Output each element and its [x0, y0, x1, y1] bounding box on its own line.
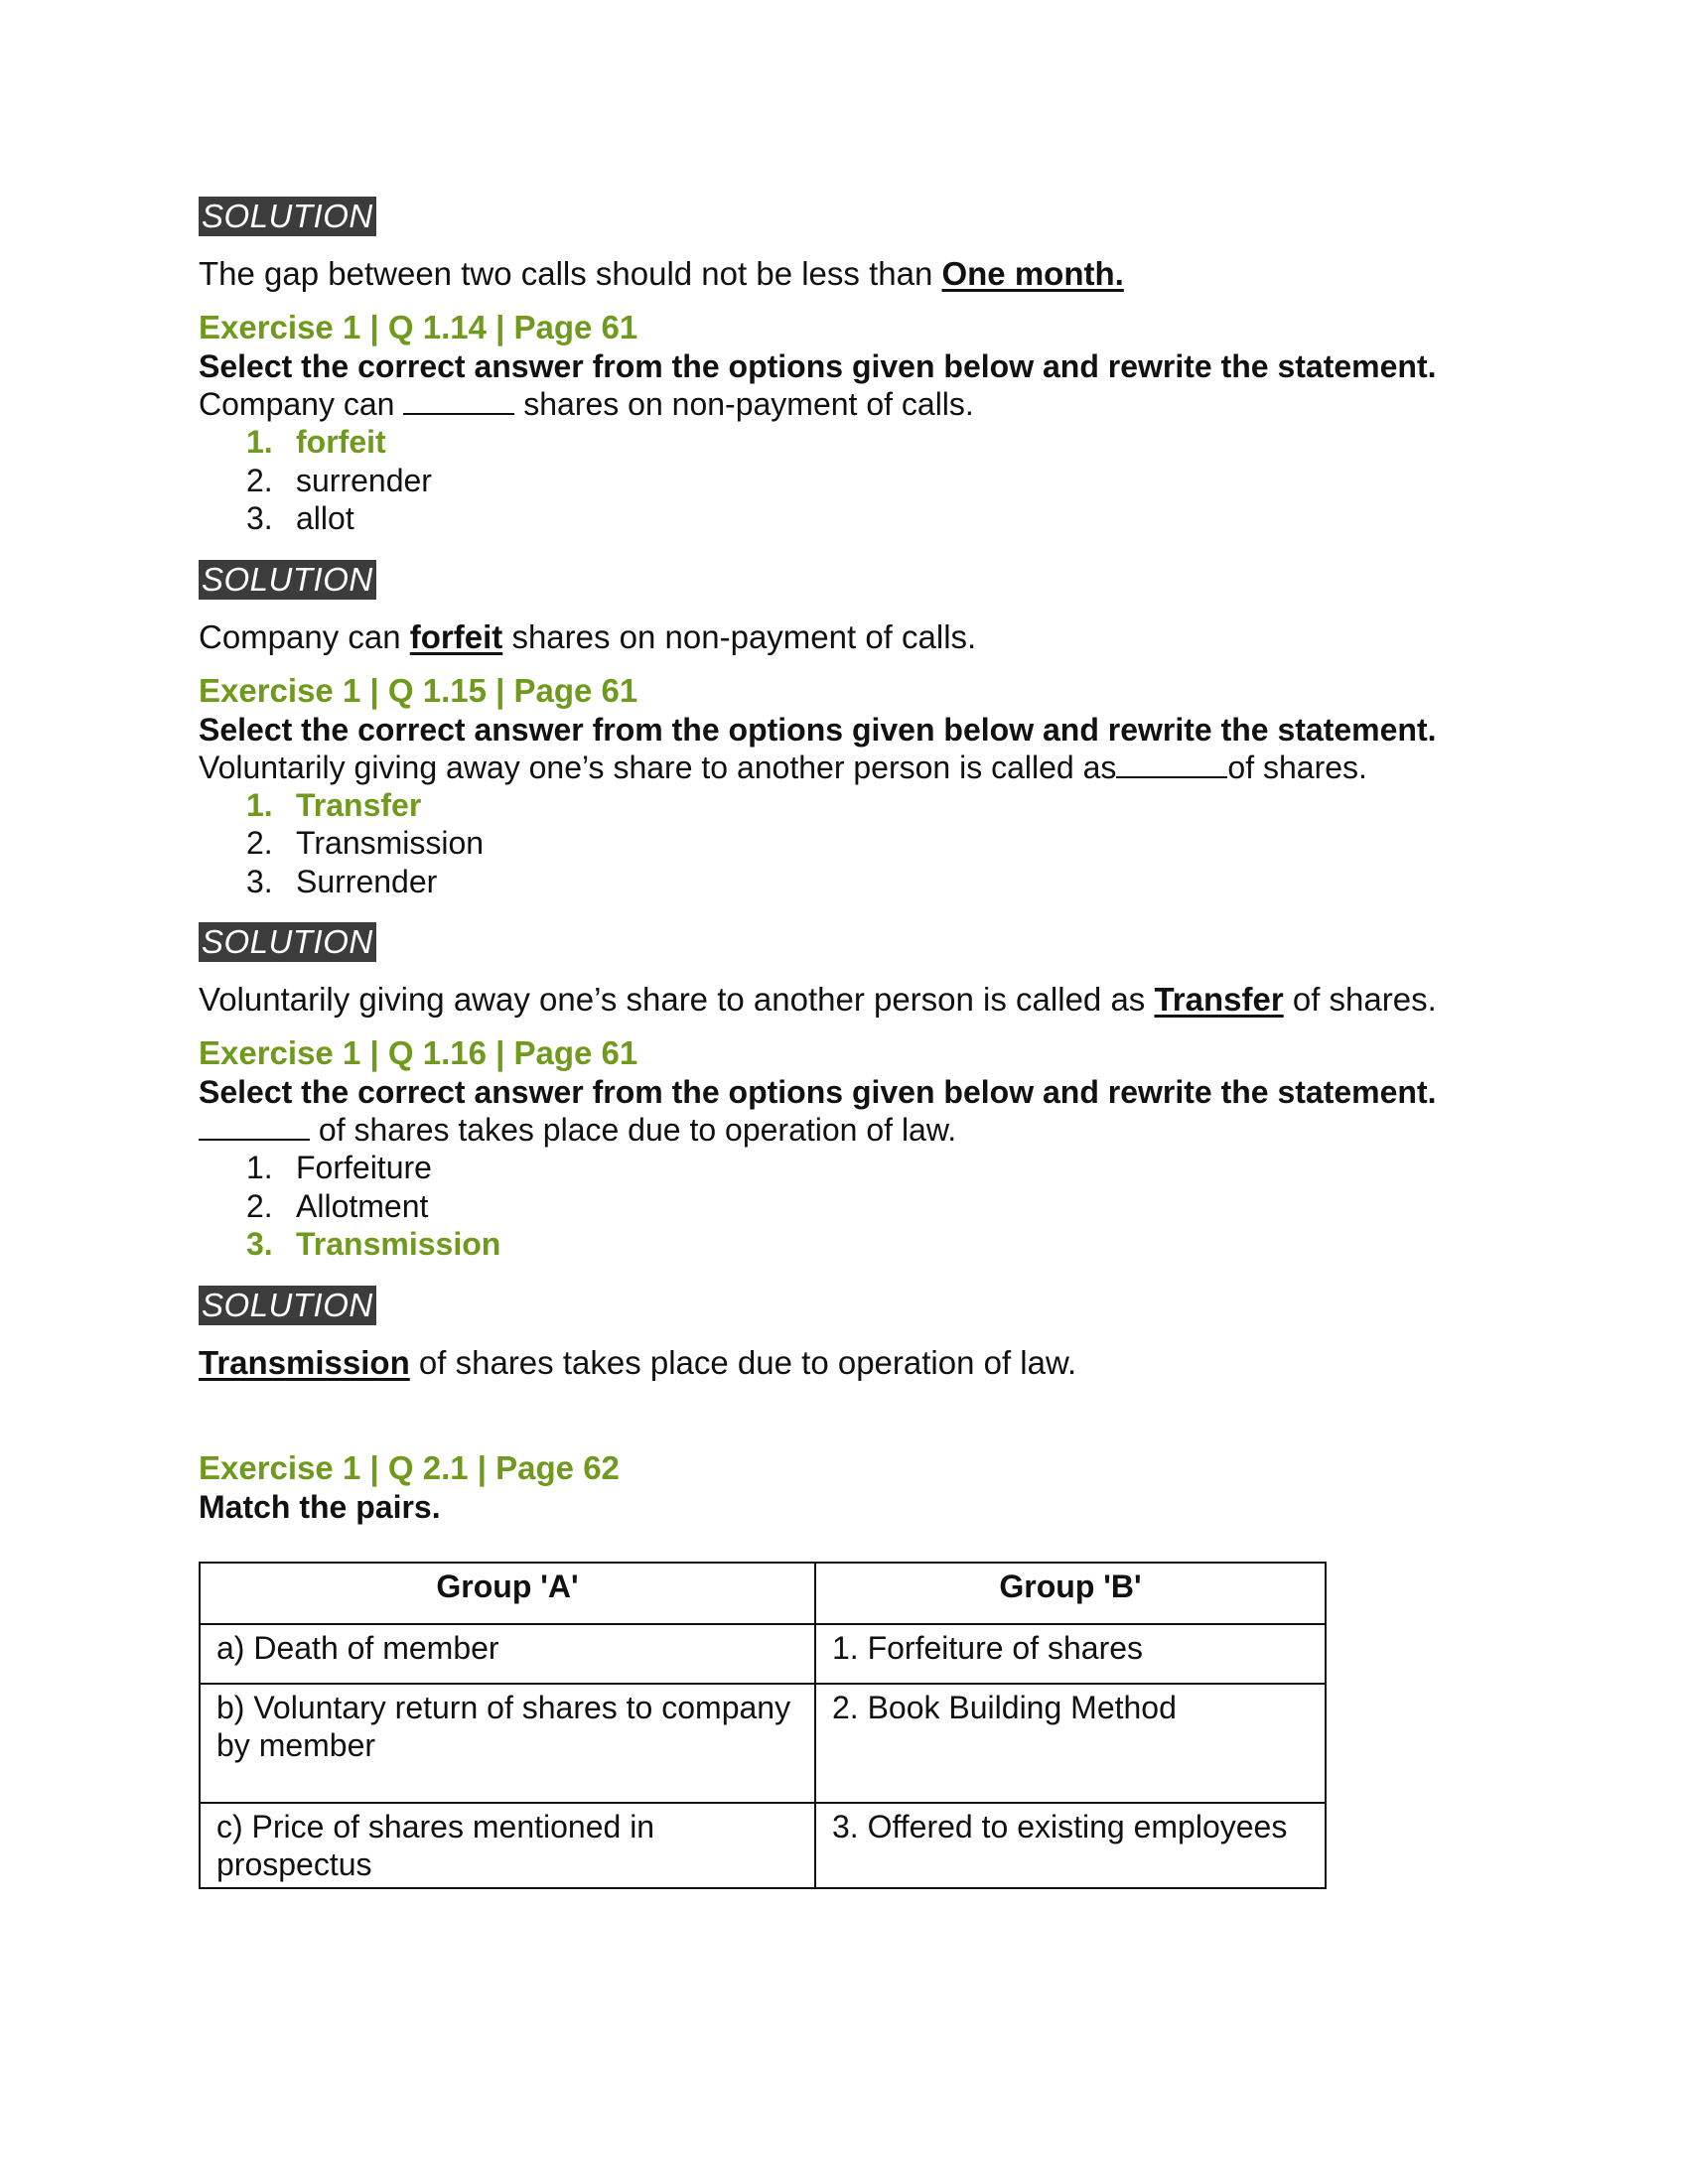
- question-instruction: Select the correct answer from the options given below and rewrite the statement.: [199, 711, 1437, 748]
- table-row: [200, 1684, 1326, 1803]
- table-cell: b) Voluntary return of shares to company by member: [200, 1684, 815, 1803]
- exercise-heading: Exercise 1 | Q 1.14 | Page 61: [199, 309, 638, 345]
- option-number: 2.: [246, 1187, 273, 1224]
- question-1-15: [199, 671, 1489, 1021]
- option-item: [246, 1187, 1489, 1226]
- solution-block: [199, 560, 1489, 657]
- option-number: 2.: [246, 825, 273, 861]
- solution-text-before: Voluntarily giving away one’s share to another person is called as: [199, 981, 1155, 1018]
- option-text: Allotment: [296, 1187, 429, 1224]
- option-number: 1.: [246, 424, 273, 460]
- solution-text: [199, 617, 1489, 657]
- solution-text-before: The gap between two calls should not be less than: [199, 255, 942, 292]
- option-text: allot: [296, 500, 354, 536]
- solution-text-after: shares on non-payment of calls.: [502, 617, 977, 655]
- exercise-heading: Exercise 1 | Q 1.16 | Page 61: [199, 1034, 638, 1071]
- table-cell: 3. Offered to existing employees: [815, 1803, 1326, 1888]
- solution-answer: One month.: [941, 255, 1124, 292]
- option-text: Transfer: [296, 786, 422, 823]
- option-number: 1.: [246, 786, 273, 823]
- solution-answer: Transfer: [1154, 981, 1284, 1018]
- options-list: [199, 786, 1489, 901]
- statement-text-after: of shares.: [1227, 749, 1367, 785]
- table-header-row: [200, 1563, 1326, 1624]
- answer-blank: [199, 1111, 310, 1141]
- column-header-group-a: Group 'A': [200, 1563, 815, 1624]
- solution-text-after: of shares takes place due to operation of law.: [409, 1343, 1077, 1381]
- question-2-1: [199, 1448, 1489, 1889]
- option-number: 2.: [246, 462, 273, 498]
- options-list: [199, 1149, 1489, 1264]
- solution-badge: SOLUTION: [199, 197, 376, 236]
- option-number: 3.: [246, 863, 273, 899]
- question-1-14: [199, 308, 1489, 657]
- solution-text: [199, 1343, 1489, 1383]
- option-text: forfeit: [296, 424, 386, 460]
- answer-blank: [403, 385, 514, 415]
- question-1-16: [199, 1033, 1489, 1383]
- table-cell: c) Price of shares mentioned in prospectus: [200, 1803, 815, 1888]
- solution-badge: SOLUTION: [199, 1286, 376, 1325]
- solution-block: [199, 197, 1489, 294]
- exercise-heading: Exercise 1 | Q 1.15 | Page 61: [199, 671, 638, 709]
- option-number: 3.: [246, 500, 273, 536]
- answer-blank: [1116, 749, 1227, 778]
- column-header-group-b: Group 'B': [815, 1563, 1326, 1624]
- option-text: surrender: [296, 462, 432, 498]
- question-statement: [199, 385, 1489, 423]
- statement-text-before: Company can: [199, 386, 404, 422]
- option-text: Transmission: [296, 825, 485, 861]
- solution-text: [199, 980, 1489, 1020]
- solution-badge: SOLUTION: [199, 922, 376, 962]
- solution-answer: Transmission: [199, 1343, 410, 1381]
- solution-text-after: of shares.: [1283, 981, 1437, 1018]
- option-item: [246, 423, 1489, 462]
- question-instruction: Match the pairs.: [199, 1488, 441, 1525]
- option-item: [246, 1149, 1489, 1187]
- table-cell: a) Death of member: [200, 1624, 815, 1684]
- option-item: [246, 1225, 1489, 1264]
- option-number: 1.: [246, 1150, 273, 1185]
- table-cell: 2. Book Building Method: [815, 1684, 1326, 1803]
- solution-answer: forfeit: [409, 617, 503, 655]
- table-cell: 1. Forfeiture of shares: [815, 1624, 1326, 1684]
- solution-badge: SOLUTION: [199, 560, 376, 600]
- page: [199, 197, 1489, 1889]
- options-list: [199, 423, 1489, 538]
- statement-text-after: shares on non-payment of calls.: [514, 386, 974, 422]
- solution-block: [199, 922, 1489, 1020]
- question-statement: [199, 1111, 1489, 1149]
- option-item: [246, 499, 1489, 538]
- table-row: [200, 1803, 1326, 1888]
- statement-text-after: of shares takes place due to operation of law.: [310, 1112, 957, 1148]
- solution-block: [199, 1286, 1489, 1383]
- option-item: [246, 462, 1489, 500]
- option-item: [246, 786, 1489, 825]
- option-item: [246, 863, 1489, 901]
- question-statement: [199, 749, 1489, 786]
- option-text: Transmission: [296, 1226, 501, 1262]
- exercise-heading: Exercise 1 | Q 2.1 | Page 62: [199, 1448, 620, 1486]
- option-text: Forfeiture: [296, 1150, 432, 1185]
- option-text: Surrender: [296, 863, 438, 899]
- table-row: [200, 1624, 1326, 1684]
- option-number: 3.: [246, 1226, 273, 1262]
- option-item: [246, 824, 1489, 863]
- question-instruction: Select the correct answer from the options given below and rewrite the statement.: [199, 348, 1437, 384]
- match-pairs-table: [199, 1562, 1327, 1889]
- solution-text: [199, 254, 1489, 294]
- statement-text-before: Voluntarily giving away one’s share to another person is called as: [199, 749, 1117, 785]
- solution-text-before: Company can: [199, 617, 410, 655]
- question-instruction: Select the correct answer from the options given below and rewrite the statement.: [199, 1074, 1437, 1110]
